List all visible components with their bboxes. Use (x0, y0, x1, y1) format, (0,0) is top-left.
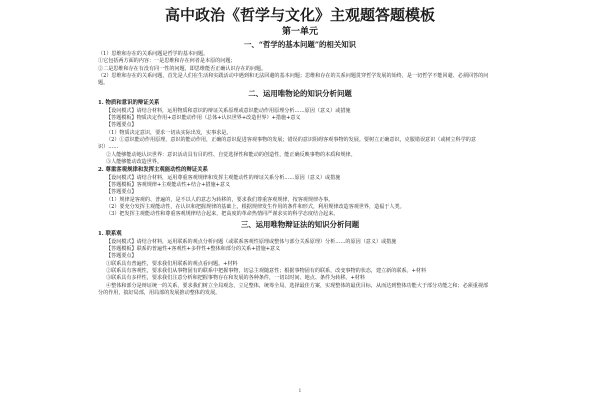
paragraph: 【答题模板】物质决定作用+意识能动作用（总体+认识世界+改造世界）+措施+意义 (106, 115, 301, 122)
paragraph: ①联系具有普遍性，要求我们用联系的观点看问题。+材料 (106, 260, 238, 267)
paragraph: （1）物质决定意识，要求一切从实际出发，实事求是。 (106, 129, 232, 136)
paragraph: ②人能够能动地认识世界：意识活动具有目的性、自觉选择性和能动的创造性，能正确反映事物的本质和规律。 (106, 151, 356, 158)
paragraph: （2）①意识能动作用原理，意识的能动作用，正确的意识促进客观事物的发展；错误的意识阻碍客观事物的发展。要树立正确意识，克服错误意识（或树立科学的意识）…… (98, 137, 476, 151)
paragraph: ③人能够能动改造世界。 (106, 158, 163, 165)
paragraph: 【设问模式】请结合材料，运用尊重客观规律和发挥主观能动性的辩证关系分析……原因（意义）或措施 (106, 174, 341, 181)
paragraph: 【答题要点】 (106, 122, 137, 129)
paragraph: 【答题模板】联系的普遍性+客观性+多样性+整体和部分的关系+措施+意义 (106, 246, 281, 253)
subsection-title: 1. 物质和意识的辩证关系 (98, 100, 160, 107)
paragraph: 【答题要点】 (106, 253, 137, 260)
paragraph: 【答题模板】客观规律+主观能动性+结合+措施+意义 (106, 181, 231, 188)
paragraph: （1）规律是客观的、普遍的，是不以人的意志为转移的，要求我们尊重客观规律，按客观规律办事。 (106, 196, 334, 203)
paragraph: （2）思维和存在的关系问题，首先是人们在生活和实践活动中遇到和无法回避的基本问题；思维和存在的关系问题贯穿哲学发展的始终，是一切哲学不能回避、必须回答的问题。 (98, 72, 489, 87)
section-heading-3: 三、运用唯物辩证法的知识分析问题 (240, 220, 360, 230)
paragraph: ②二是思维和存在有没有同一性的问题，即思维能否正确认识存在的问题。 (98, 65, 267, 72)
paragraph: 【答题要点】 (106, 189, 137, 196)
paragraph: （2）要充分发挥主观能动性，在认识和把握规律的基础上，根据规律发生作用的条件和形式，利用规律改造客观世界，造福于人类。 (106, 203, 405, 210)
paragraph: （1）思维和存在的关系问题是哲学的基本问题。 (98, 51, 209, 57)
section-heading-1: 一、“哲学的基本问题”的相关知识 (244, 40, 356, 49)
paragraph: ②联系具有客观性，要求我们从事物固有的联系中把握事物，切忌主观随意性；根据事物固有的联系，改变事物的状态，建立新的联系。+材料 (106, 268, 427, 275)
paragraph: ①它包括两方面的内容：一是思维和存在何者是本原的问题； (98, 58, 236, 65)
paragraph: 【设问模式】请结合材料，运用物质和意识的辩证关系原理或意识能动作用原理分析……原因（意义）或措施 (106, 107, 351, 114)
paragraph: ④整体和部分是辩证统一的关系，要求我们树立全局观念，立足整体，统筹全局，选择最佳方案，实现整体的最优目标，从而达到整体功能大于部分功能之和；必须重视部分的作用，搞好局部，用局部的发展推动整体的发展。 (98, 282, 489, 296)
subsection-title: 1. 联系观 (98, 231, 122, 238)
subsection-title: 2. 尊重客观规律和发挥主观能动性的辩证关系 (98, 167, 208, 174)
paragraph: （3）把发挥主观能动性和尊重客观规律结合起来，把高度的革命热情同严谨求实的科学态度结合起来。 (106, 211, 339, 218)
paragraph: ③联系具有多样性，要求我们注意分析和把握事物存在和发展的各种条件，一切以时间、地点、条件为转移。+材料 (106, 275, 365, 282)
unit-title: 第一单元 (281, 27, 318, 37)
paragraph: 【设问模式】请结合材料，运用联系的观点分析问题（或联系客观性原理或整体与部分关系原理）分析……的原因（意义）或措施 (106, 238, 397, 245)
section-heading-2: 二、运用唯物论的知识分析问题 (248, 89, 352, 99)
page-number: 1 (298, 388, 302, 394)
document-title: 高中政治《哲学与文化》主观题答题模板 (164, 6, 435, 24)
